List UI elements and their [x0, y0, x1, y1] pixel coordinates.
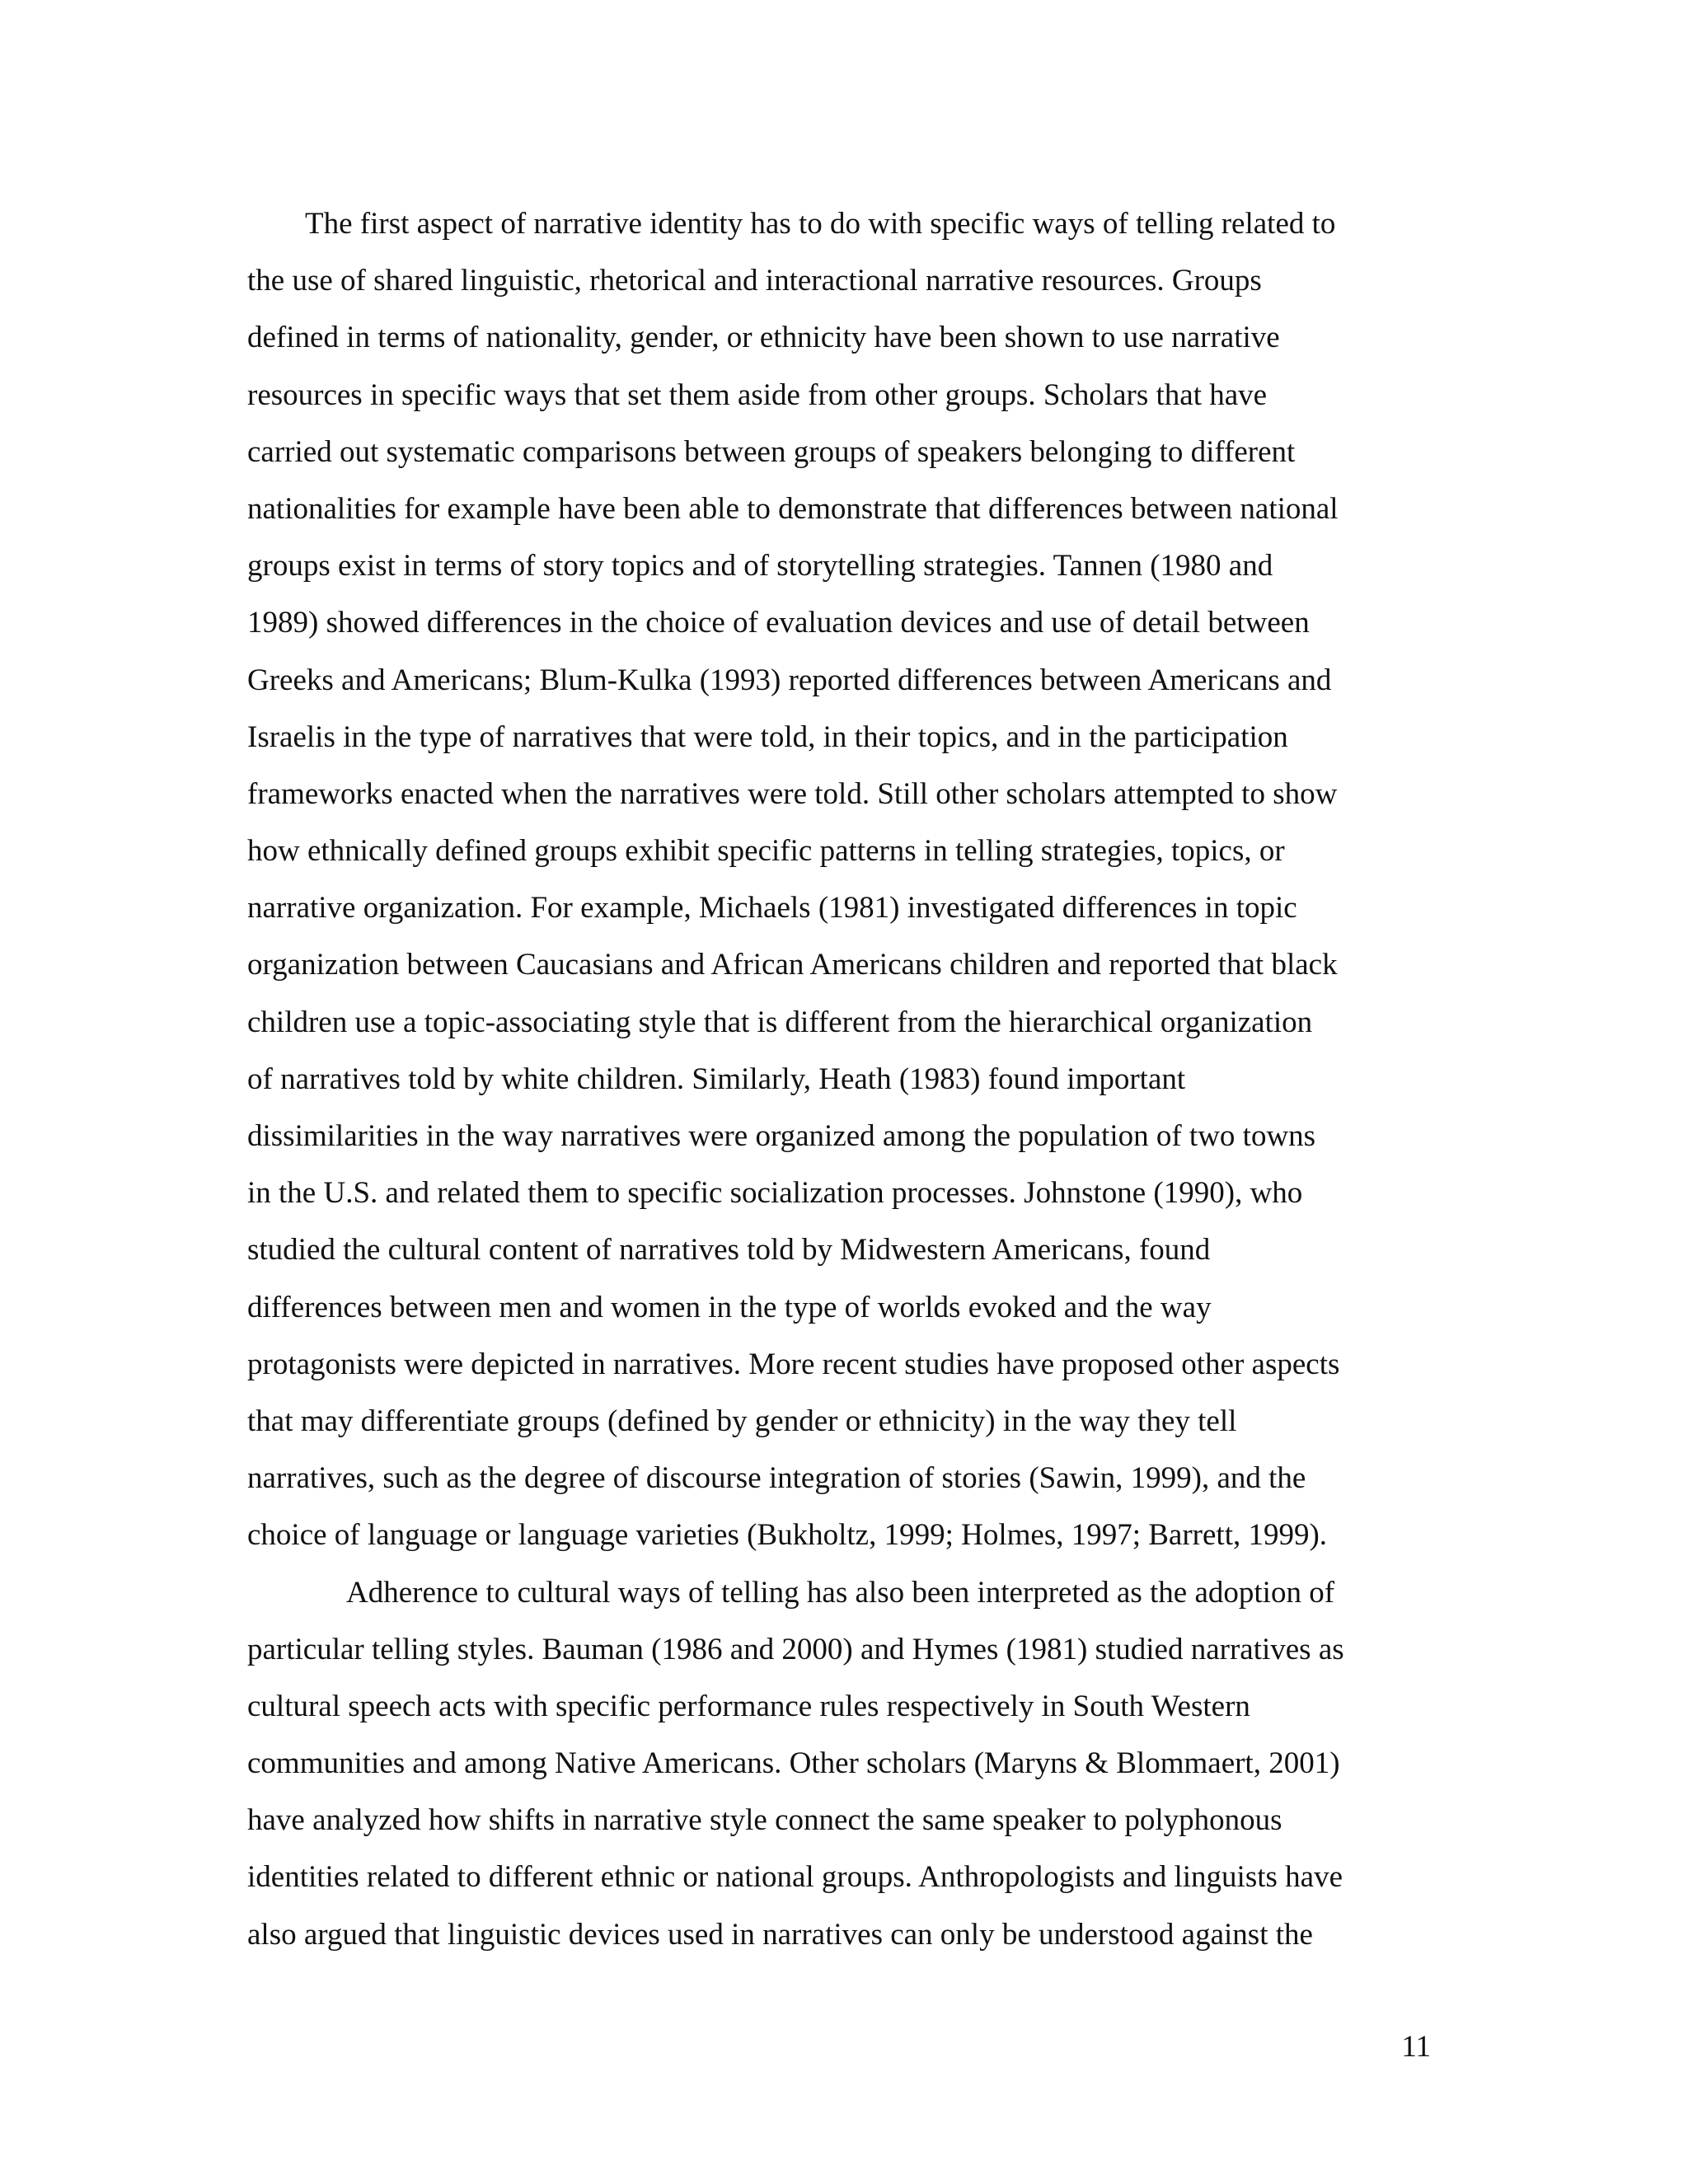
page-number: 11 — [1401, 2030, 1431, 2064]
text-line: nationalities for example have been able to demonstrate that differences between national — [247, 491, 1339, 526]
text-line: the use of shared linguistic, rhetorical and interactional narrative resources. Groups — [247, 264, 1262, 298]
text-line: also argued that linguistic devices used in narratives can only be understood against the — [247, 1917, 1313, 1952]
text-line: The first aspect of narrative identity has to do with specific ways of telling related to — [305, 207, 1336, 241]
text-line: studied the cultural content of narratives told by Midwestern Americans, found — [247, 1233, 1211, 1268]
text-line: protagonists were depicted in narratives. More recent studies have proposed other aspects — [247, 1347, 1340, 1381]
text-line: organization between Caucasians and African Americans children and reported that black — [247, 948, 1338, 982]
text-line: in the U.S. and related them to specific socialization processes. Johnstone (1990), who — [247, 1176, 1303, 1211]
text-line: groups exist in terms of story topics and of storytelling strategies. Tannen (1980 and — [247, 549, 1273, 583]
text-line: have analyzed how shifts in narrative style connect the same speaker to polyphonous — [247, 1803, 1282, 1838]
text-line: narrative organization. For example, Michaels (1981) investigated differences in topic — [247, 891, 1297, 926]
text-line: resources in specific ways that set them aside from other groups. Scholars that have — [247, 377, 1268, 412]
text-line: identities related to different ethnic or national groups. Anthropologists and linguists have — [247, 1860, 1343, 1895]
text-line: particular telling styles. Bauman (1986 and 2000) and Hymes (1981) studied narratives as — [247, 1632, 1344, 1666]
text-line: communities and among Native Americans. Other scholars (Maryns & Blommaert, 2001) — [247, 1746, 1340, 1781]
text-line: Israelis in the type of narratives that were told, in their topics, and in the participation — [247, 719, 1288, 754]
text-line: Adherence to cultural ways of telling has also been interpreted as the adoption of — [346, 1575, 1335, 1610]
text-line: differences between men and women in the type of worlds evoked and the way — [247, 1290, 1212, 1324]
text-line: carried out systematic comparisons between groups of speakers belonging to different — [247, 434, 1296, 469]
text-line: defined in terms of nationality, gender, or ethnicity have been shown to use narrative — [247, 321, 1280, 355]
body-text — [247, 195, 1437, 1963]
text-line: 1989) showed differences in the choice of evaluation devices and use of detail between — [247, 606, 1310, 640]
text-line: children use a topic-associating style that is different from the hierarchical organization — [247, 1005, 1313, 1039]
text-line: Greeks and Americans; Blum-Kulka (1993) reported differences between Americans and — [247, 663, 1332, 697]
text-line: that may differentiate groups (defined by gender or ethnicity) in the way they tell — [247, 1404, 1237, 1438]
text-line: how ethnically defined groups exhibit specific patterns in telling strategies, topics, or — [247, 834, 1285, 869]
text-line: of narratives told by white children. Similarly, Heath (1983) found important — [247, 1062, 1186, 1096]
text-line: choice of language or language varieties (Bukholtz, 1999; Holmes, 1997; Barrett, 1999). — [247, 1518, 1328, 1553]
text-line: dissimilarities in the way narratives were organized among the population of two towns — [247, 1119, 1316, 1153]
text-line: cultural speech acts with specific performance rules respectively in South Western — [247, 1689, 1250, 1723]
text-line: frameworks enacted when the narratives were told. Still other scholars attempted to show — [247, 776, 1338, 811]
text-line: narratives, such as the degree of discourse integration of stories (Sawin, 1999), and the — [247, 1461, 1306, 1496]
